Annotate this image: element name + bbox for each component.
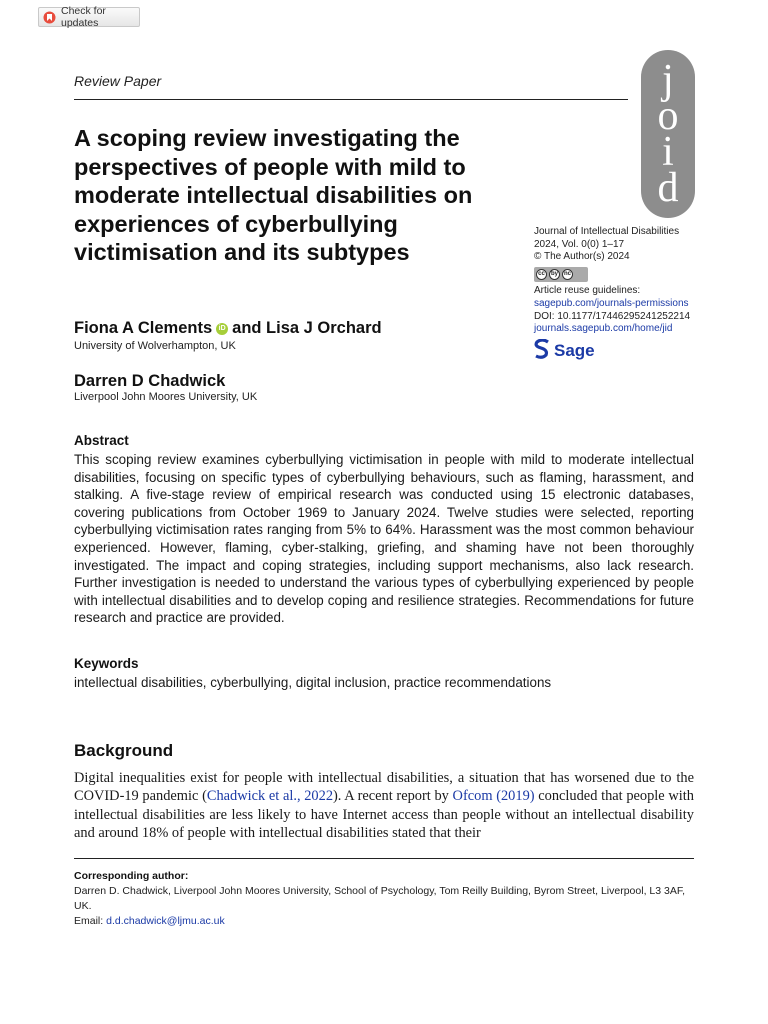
check-for-updates-label: Check for updates [61, 5, 106, 29]
logo-letter-o: o [657, 93, 679, 139]
author-orchard[interactable]: and Lisa J Orchard [232, 319, 382, 337]
author-clements[interactable]: Fiona A Clements [74, 319, 213, 337]
copyright: © The Author(s) 2024 [534, 251, 630, 263]
keywords-text: intellectual disabilities, cyberbullying, digital inclusion, practice recommendations [74, 675, 552, 690]
affiliation-2: Liverpool John Moores University, UK [74, 391, 258, 403]
corresponding-author-heading: Corresponding author: [74, 870, 189, 882]
authors-line-1 [74, 319, 382, 338]
background-text-1: Digital inequalities exist for people with intellectual disabilities, a situation that has worsened due to the COVID-19 pandemic ( [74, 770, 694, 805]
reuse-link[interactable]: sagepub.com/journals-permissions [534, 297, 689, 309]
background-text-2: ). A recent report by [333, 788, 453, 805]
footnote-divider [74, 858, 694, 859]
nc-icon: nc [562, 269, 573, 280]
journal-volume: 2024, Vol. 0(0) 1–17 [534, 238, 625, 250]
journal-name: Journal of Intellectual Disabilities [534, 226, 680, 237]
keywords-heading: Keywords [74, 656, 139, 671]
abstract-heading: Abstract [74, 433, 129, 448]
header-divider [74, 99, 628, 100]
journal-link[interactable]: journals.sagepub.com/home/jid [534, 323, 673, 335]
corresponding-author-note [74, 869, 694, 929]
article-title: A scoping review investigating the perspectives of people with mild to moderate intellectual disabilities on experiences of cyberbullying victimisation and its subtypes [74, 125, 473, 265]
check-for-updates-button[interactable] [38, 7, 140, 27]
article-type: Review Paper [74, 73, 162, 89]
background-text-3: concluded that people with intellectual disabilities are less likely to have Internet access than people without an intellectual disability and around 18% of people with intellectual disabilities stated that their [74, 788, 694, 841]
logo-letter-i: i [662, 129, 674, 175]
sage-s-icon [534, 339, 550, 363]
by-icon: by [549, 269, 560, 280]
journal-logo [641, 50, 695, 218]
abstract-text: This scoping review examines cyberbullying victimisation in people with mild to moderate intellectual disabilities, focusing on specific types of cyberbullying behaviours, such as flaming, harassment, and stalking. A five-stage review of empirical research was conducted using 15 electronic databases, covering publications from October 1969 to January 2024. Twelve studies were selected, reporting cyberbullying victimisation rates ranging from 5% to 64%. Harassment was the most common behaviour experienced. However, flaming, cyber-stalking, griefing, and shaming have not been thoroughly investigated. The impact and coping strategies, including support mechanisms, also lack research. Further investigation is needed to understand the various types of cyberbullying experienced by people with intellectual disabilities and to develop coping and resilience strategies. Recommendations for future research and practice are provided. [74, 452, 694, 626]
sage-wordmark: Sage [554, 340, 595, 360]
cc-icon: cc [536, 269, 547, 280]
cc-license-badge[interactable] [534, 267, 588, 282]
affiliation-1: University of Wolverhampton, UK [74, 340, 236, 352]
doi: DOI: 10.1177/17446295241252214 [534, 310, 691, 322]
email-link[interactable]: d.d.chadwick@ljmu.ac.uk [106, 915, 225, 927]
reuse-label: Article reuse guidelines: [534, 285, 641, 297]
sage-logo [534, 339, 734, 363]
citation-ofcom-2019[interactable]: Ofcom (2019) [452, 788, 535, 805]
journal-metadata [534, 226, 734, 363]
logo-letter-d: d [657, 165, 679, 211]
email-label: Email: [74, 915, 104, 927]
citation-chadwick-2022[interactable]: Chadwick et al., 2022 [206, 788, 334, 805]
corresponding-author-address: Darren D. Chadwick, Liverpool John Moores University, School of Psychology, Tom Reilly Building, Byrom Street, Liverpool, L3 3AF, UK. [74, 885, 686, 912]
author-chadwick[interactable]: Darren D Chadwick [74, 372, 226, 390]
background-paragraph [74, 769, 694, 842]
logo-letter-j: j [662, 57, 674, 103]
background-heading: Background [74, 741, 174, 760]
updates-icon [43, 11, 56, 24]
orcid-icon[interactable]: iD [216, 323, 228, 335]
